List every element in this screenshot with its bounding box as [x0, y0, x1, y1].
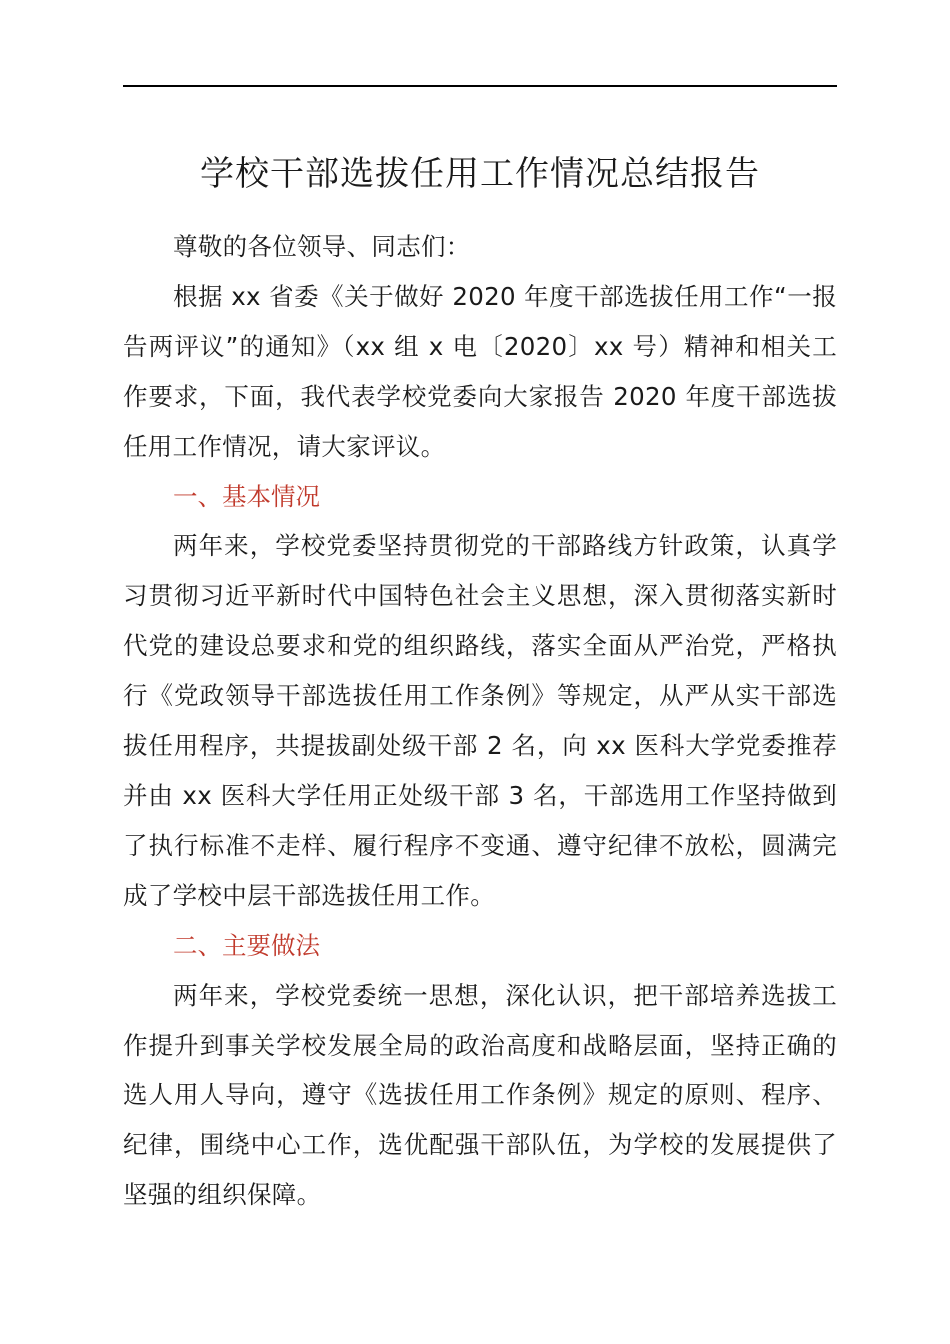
salutation: 尊敬的各位领导、同志们： [173, 232, 471, 261]
intro-paragraph: 根据 xx 省委《关于做好 2020 年度干部选拔任用工作“一报告两评议”的通知》（xx 组 x 电〔2020〕xx 号）精神和相关工作要求，下面，我代表学校党委向大家报告 2020 年度干部选拔任用工作情况，请大家评议。 [123, 281, 837, 461]
section-body-basic: 两年来，学校党委坚持贯彻党的干部路线方针政策，认真学习贯彻习近平新时代中国特色社会主义思想，深入贯彻落实新时代党的建设总要求和党的组织路线，落实全面从严治党，严格执行《党政领导干部选拔任用工作条例》等规定，从严从实干部选拔任用程序，共提拔副处级干部 2 名，向 xx 医科大学党委推荐并由 xx 医科大学任用正处级干部 3 名，干部选用工作坚持做到了执行标准不走样、履行程序不变通、遵守纪律不放松，圆满完成了学校中层干部选拔任用工作。 [123, 531, 837, 910]
section-heading-basic: 一、基本情况 [173, 481, 320, 511]
section-body-methods: 两年来，学校党委统一思想，深化认识，把干部培养选拔工作提升到事关学校发展全局的政治高度和战略层面，坚持正确的选人用人导向，遵守《选拔任用工作条例》规定的原则、程序、纪律，围绕中心工作，选优配强干部队伍，为学校的发展提供了坚强的组织保障。 [123, 980, 837, 1210]
section-heading-methods: 二、主要做法 [173, 930, 320, 960]
header-rule [123, 85, 837, 87]
document-title: 学校干部选拔任用工作情况总结报告 [200, 154, 760, 194]
document-body [123, 222, 837, 1220]
